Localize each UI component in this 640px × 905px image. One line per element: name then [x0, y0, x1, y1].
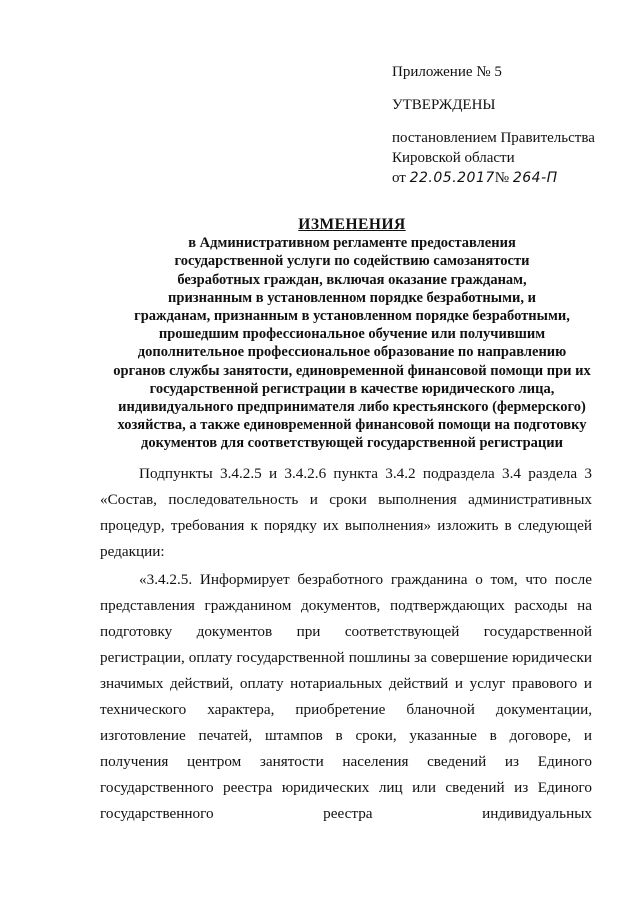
handwritten-number: 264-П — [512, 170, 558, 186]
title-heading: ИЗМЕНЕНИЯ — [298, 216, 406, 233]
appendix-label: Приложение № 5 — [392, 64, 502, 80]
document-body — [100, 461, 592, 827]
title-line: безработных граждан, включая оказание гражданам, — [177, 271, 527, 288]
title-line: гражданам, признанным в установленном порядке безработными, — [134, 308, 570, 325]
approved-label: УТВЕРЖДЕНЫ — [392, 97, 496, 113]
resolution-line-2: Кировской области — [392, 150, 515, 166]
resolution-date-line: от 22.05.2017№ 264-П — [392, 170, 558, 186]
resolution-line-1: постановлением Правительства — [392, 130, 595, 146]
title-line: в Административном регламенте предоставления — [188, 235, 516, 252]
body-paragraph-1: Подпункты 3.4.2.5 и 3.4.2.6 пункта 3.4.2 подраздела 3.4 раздела 3 «Состав, последовательность и сроки выполнения административных процедур, требования к порядку их выполнения» изложить в следующей редакции: — [100, 465, 592, 560]
title-line: дополнительное профессиональное образование по направлению — [137, 344, 567, 361]
title-line: индивидуального предпринимателя либо крестьянского (фермерского) — [118, 399, 586, 416]
title-line: государственной регистрации в качестве юридического лица, — [149, 380, 555, 397]
title-line: органов службы занятости, единовременной финансовой помощи при их — [113, 362, 591, 379]
title-line: государственной услуги по содействию самозанятости — [174, 253, 530, 270]
handwritten-date: 22.05.2017 — [409, 170, 495, 186]
title-line: прошедшим профессиональное обучение или получившим — [158, 326, 546, 343]
title-line: признанным в установленном порядке безработными, и — [168, 289, 536, 306]
resolution-block — [392, 128, 595, 188]
body-paragraph-2: «3.4.2.5. Информирует безработного гражданина о том, что после представления гражданином документов, подтверждающих расходы на подготовку документов при соответствующей государственной регистрации, оплату государственной пошлины за совершение юридически значимых действий, оплату нотариальных действий и услуг правового и технического характера, приобретение бланочной документации, изготовление печатей, штампов в сроки, указанные в договоре, и получения центром занятости населения сведений из Единого государственного реестра юридических лиц или сведений из Единого государственного реестра индивидуальных — [100, 571, 592, 822]
document-title — [90, 216, 614, 453]
title-line: документов для соответствующей государственной регистрации — [140, 435, 563, 452]
title-line: хозяйства, а также единовременной финансовой помощи на подготовку — [117, 417, 587, 434]
